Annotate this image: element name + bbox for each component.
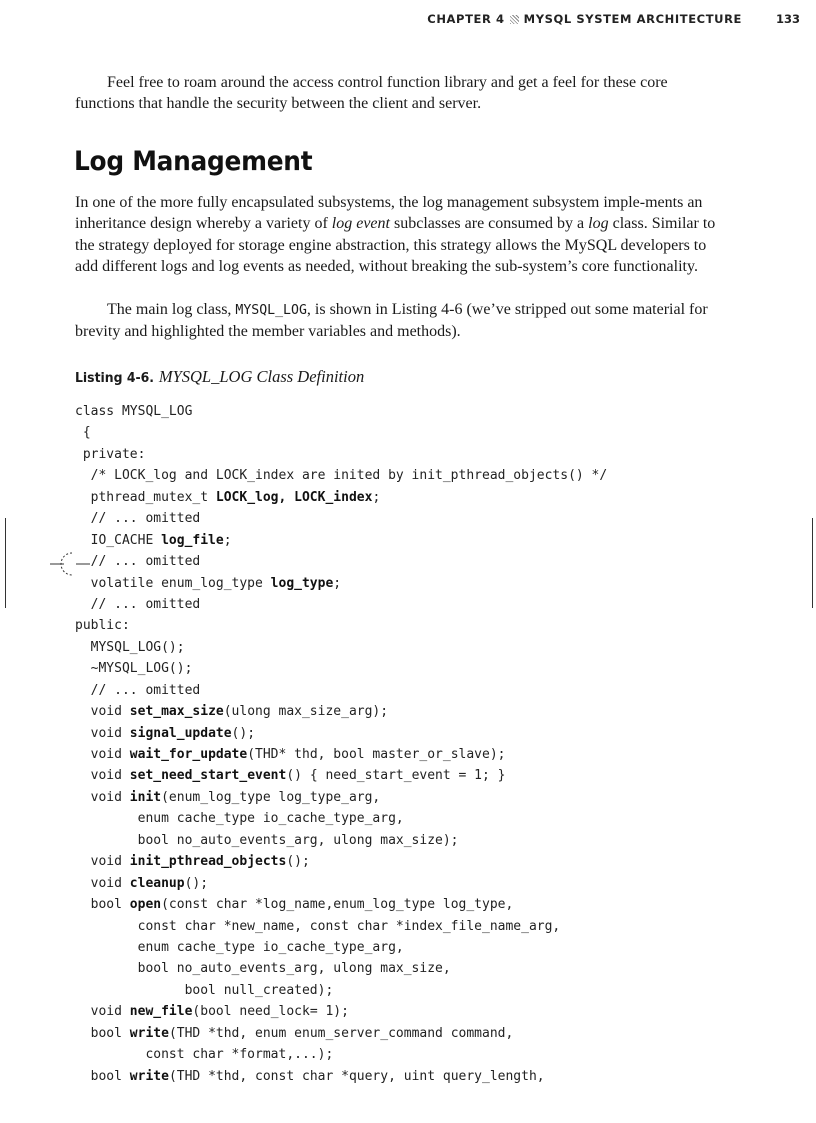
code-text: bool no_auto_events_arg, ulong max_size); (75, 832, 459, 848)
para1-emphasis-log: log (588, 215, 609, 233)
intro-paragraph (75, 72, 725, 115)
code-line (75, 1066, 607, 1087)
code-line (75, 551, 607, 572)
code-line (75, 980, 607, 1001)
code-line (75, 422, 607, 443)
code-member-name: set_max_size (129, 704, 224, 720)
code-text: enum cache_type io_cache_type_arg, (75, 939, 404, 955)
code-line (75, 701, 607, 722)
code-text: (ulong max_size_arg); (223, 704, 389, 720)
code-line (75, 937, 607, 958)
code-line (75, 1023, 607, 1044)
code-text: IO_CACHE (75, 532, 162, 548)
code-line (75, 744, 607, 765)
code-text: /* LOCK_log and LOCK_index are inited by init_pthread_objects() */ (75, 468, 608, 484)
code-text: bool (75, 897, 130, 913)
code-text: // ... omitted (75, 596, 201, 612)
listing-caption (75, 367, 364, 387)
code-line (75, 680, 607, 701)
section-paragraph-2 (75, 299, 725, 343)
code-line (75, 1001, 607, 1022)
para1-emphasis-log-event: log event (331, 215, 390, 233)
code-line (75, 958, 607, 979)
code-text: ; (223, 532, 232, 548)
code-member-name: signal_update (129, 725, 232, 741)
code-text: void (75, 725, 130, 741)
code-line (75, 487, 607, 508)
code-text: MYSQL_LOG(); (75, 639, 185, 655)
code-line (75, 637, 607, 658)
code-text: // ... omitted (75, 682, 201, 698)
code-line (75, 573, 607, 594)
code-text: // ... omitted (75, 511, 201, 527)
code-text: (); (231, 725, 256, 741)
chapter-label: CHAPTER 4 (427, 12, 505, 26)
code-line (75, 401, 607, 422)
code-text: bool no_auto_events_arg, ulong max_size, (75, 961, 451, 977)
para1-text-b: subclasses are consumed by a (389, 215, 589, 233)
code-member-name: log_file (161, 532, 224, 548)
code-text: bool (75, 1068, 130, 1084)
code-member-name: log_type (270, 575, 334, 591)
code-text: class MYSQL_LOG (75, 404, 193, 419)
page-number: 133 (775, 12, 800, 26)
running-head (0, 12, 816, 32)
code-line (75, 808, 607, 829)
code-text: (THD *thd, const char *query, uint query_length, (168, 1068, 545, 1084)
code-line (75, 765, 607, 786)
code-line (75, 723, 607, 744)
code-line (75, 851, 607, 872)
code-member-name: write (129, 1068, 169, 1084)
code-text: (THD *thd, enum enum_server_command command, (168, 1025, 514, 1041)
code-line (75, 530, 607, 551)
para1-text-c: class. Similar to the strategy deployed for storage engine abstraction, this strategy allows the MySQL developers to add different logs and log events as needed, without breaking the sub-system’s core functionality. (75, 215, 716, 275)
code-text: enum cache_type io_cache_type_arg, (75, 811, 404, 827)
code-text: (enum_log_type log_type_arg, (161, 789, 381, 805)
code-text: // ... omitted (75, 554, 201, 570)
code-text: bool (75, 1025, 130, 1041)
code-text: ; (333, 575, 342, 591)
left-margin-rule (5, 518, 6, 608)
para2-text-b: , is shown in Listing 4-6 (we’ve stripped out some material for brevity and highlighted the member variables and methods). (75, 301, 708, 341)
code-line (75, 465, 607, 486)
code-text: (bool need_lock= 1); (192, 1004, 349, 1020)
code-line (75, 873, 607, 894)
right-margin-rule (812, 518, 813, 608)
code-line (75, 830, 607, 851)
code-text: ; (372, 489, 381, 505)
code-text: const char *new_name, const char *index_file_name_arg, (75, 918, 561, 934)
code-text: { (75, 425, 91, 441)
code-line (75, 787, 607, 808)
code-member-name: open (129, 897, 162, 913)
code-member-name: set_need_start_event (129, 768, 287, 784)
para1-text-a: In one of the more fully encapsulated subsystems, the log management subsystem imple-ments an inheritance design whereby a variety of (75, 194, 703, 233)
code-member-name: init_pthread_objects (129, 854, 287, 870)
para2-text-a: The main log class, (107, 301, 236, 318)
section-heading: Log Management (74, 146, 313, 177)
code-text: (); (184, 875, 209, 891)
code-member-name: cleanup (129, 875, 185, 891)
para2-inline-code: MYSQL_LOG (235, 303, 307, 318)
code-text: private: (75, 446, 146, 462)
code-text: pthread_mutex_t (75, 489, 216, 505)
code-member-name: LOCK_log, LOCK_index (215, 489, 373, 505)
code-text: void (75, 747, 130, 762)
separator-icon (510, 15, 519, 24)
code-listing (75, 401, 607, 1087)
crop-mark-icon (50, 550, 90, 578)
chapter-title: MYSQL SYSTEM ARCHITECTURE (523, 12, 742, 26)
code-text: void (75, 854, 130, 870)
code-line (75, 658, 607, 679)
code-member-name: init (129, 789, 162, 805)
code-text: (); (286, 854, 310, 870)
code-text: ~MYSQL_LOG(); (75, 661, 193, 677)
code-text: () { need_start_event = 1; } (286, 768, 506, 784)
code-line (75, 615, 607, 636)
code-text: void (75, 875, 130, 891)
code-member-name: wait_for_update (129, 747, 248, 762)
code-line (75, 894, 607, 915)
code-text: void (75, 1004, 130, 1020)
code-text: public: (75, 618, 130, 634)
code-text: volatile enum_log_type (75, 575, 271, 591)
code-text: const char *format,...); (75, 1047, 334, 1063)
section-paragraph-1 (75, 192, 725, 277)
code-text: (THD* thd, bool master_or_slave); (247, 747, 506, 762)
code-text: bool null_created); (75, 982, 334, 998)
intro-text: Feel free to roam around the access control function library and get a feel for these core functions that handle the security between the client and server. (75, 74, 668, 113)
code-text: void (75, 704, 130, 720)
listing-label: Listing 4-6. (75, 370, 154, 386)
code-line (75, 916, 607, 937)
code-member-name: new_file (129, 1004, 193, 1020)
code-text: void (75, 768, 130, 784)
code-text: void (75, 789, 130, 805)
running-head-text (427, 12, 742, 26)
code-member-name: write (129, 1025, 169, 1041)
listing-title: MYSQL_LOG Class Definition (158, 367, 365, 386)
code-text: (const char *log_name,enum_log_type log_type, (161, 897, 514, 913)
code-line (75, 444, 607, 465)
code-line (75, 508, 607, 529)
code-line (75, 594, 607, 615)
code-line (75, 1044, 607, 1065)
